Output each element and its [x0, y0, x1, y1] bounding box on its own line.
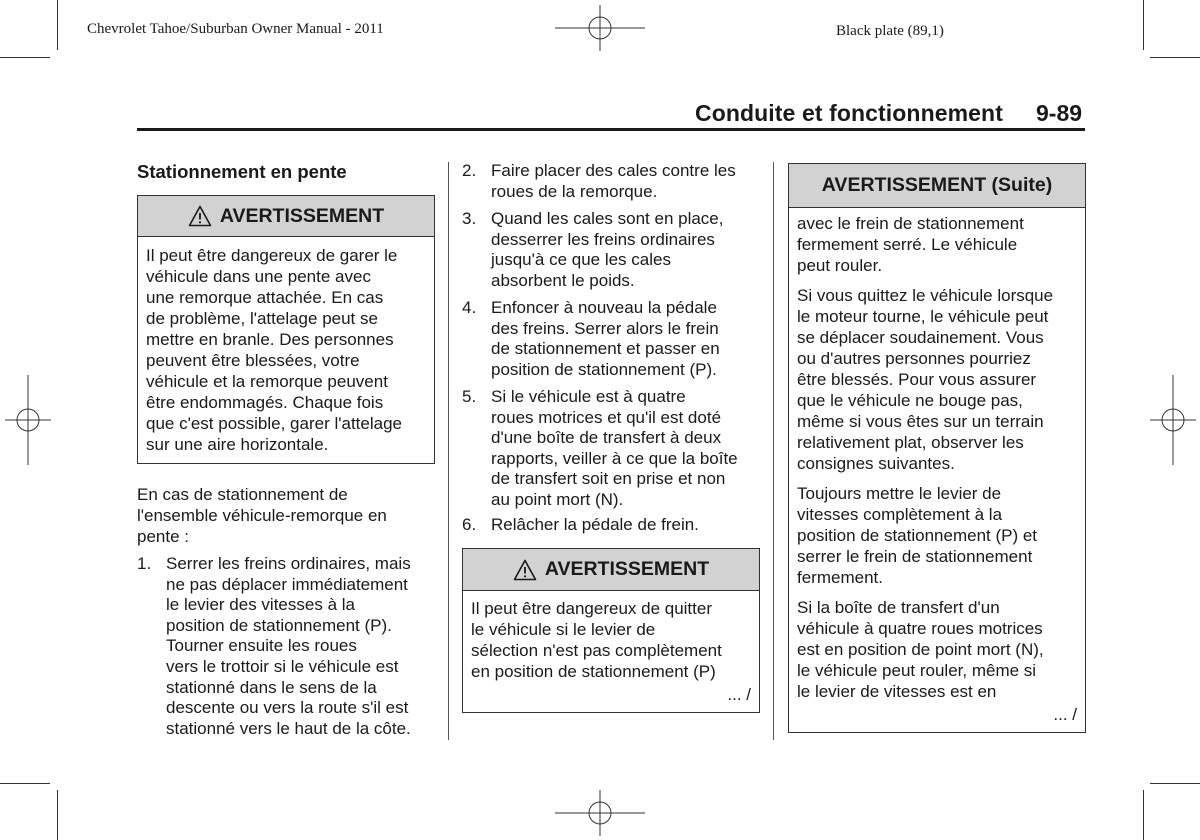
text-line: consignes suivantes. [797, 454, 955, 473]
text-line: véhicule et la remorque peuvent [146, 372, 388, 391]
text-line: vers le trottoir si le véhicule est [166, 656, 399, 676]
warning-box-middle [462, 548, 760, 713]
list-text [491, 209, 771, 291]
text-line: de stationnement et passer en [491, 339, 720, 359]
text-line: de transfert soit en prise et non [491, 469, 726, 489]
list-number: 2. [462, 161, 477, 180]
text-line: desserrer les freins ordinaires [491, 229, 715, 249]
text-line: des freins. Serrer alors le frein [491, 318, 719, 338]
warning-paragraph [797, 213, 1077, 276]
text-line: le levier des vitesses à la [166, 595, 355, 615]
text-line: Enfoncer à nouveau la pédale [491, 298, 717, 317]
text-line: est en position de point mort (N), [797, 640, 1044, 659]
text-line: une remorque attachée. En cas [146, 288, 384, 307]
text-line: Tourner ensuite les roues [166, 636, 357, 656]
list-text [491, 387, 771, 511]
text-line: mettre en branle. Des personnes [146, 330, 394, 349]
warning-header [789, 164, 1085, 208]
text-line: sélection n'est pas complètement [471, 641, 722, 660]
text-line: jusqu'à ce que les cales [491, 250, 671, 270]
text-line: ne pas déplacer immédiatement [166, 574, 408, 594]
text-line: véhicule à quatre roues motrices [797, 619, 1043, 638]
warning-paragraph [797, 285, 1077, 474]
text-line: En cas de stationnement de [137, 485, 348, 504]
warning-text [138, 237, 434, 455]
text-line: Si la boîte de transfert d'un [797, 598, 1000, 617]
text-line: être endommagés. Chaque fois [146, 393, 384, 412]
text-line: Faire placer des cales contre les [491, 161, 736, 180]
text-line: absorbent le poids. [491, 270, 635, 290]
text-line: l'ensemble véhicule-remorque en [137, 505, 387, 525]
text-line: avec le frein de stationnement [797, 214, 1024, 233]
text-line: le levier de vitesses est en [797, 682, 997, 701]
text-line: peuvent être blessées, votre [146, 351, 360, 370]
section-title: Conduite et fonctionnement [695, 100, 1003, 126]
text-line: le véhicule si le levier de [471, 620, 656, 639]
text-line: vitesses complètement à la [797, 505, 1003, 524]
text-line: roues motrices et qu'il est doté [491, 407, 722, 427]
registration-mark-right [1150, 375, 1196, 465]
text-line: que c'est possible, garer l'attelage [146, 414, 402, 433]
text-line: au point mort (N). [491, 489, 624, 509]
warning-header [463, 549, 759, 591]
column-divider-1 [448, 162, 449, 740]
continued-marker: ... / [1053, 705, 1077, 724]
text-line: Si le véhicule est à quatre [491, 387, 686, 406]
registration-mark-top [555, 5, 645, 51]
warning-triangle-icon [513, 559, 537, 581]
warning-text [463, 591, 759, 705]
text-line: véhicule dans une pente avec [146, 267, 371, 286]
text-line: rapports, veiller à ce que la boîte [491, 448, 738, 468]
text-line: Relâcher la pédale de frein. [491, 515, 699, 534]
column-divider-2 [773, 162, 774, 740]
page-number: 9-89 [1036, 100, 1083, 126]
list-number: 3. [462, 209, 477, 228]
warning-paragraph [797, 483, 1077, 588]
text-line: Si vous quittez le véhicule lorsque [797, 286, 1054, 305]
continued-marker: ... / [727, 685, 751, 704]
subsection-heading: Stationnement en pente [137, 161, 347, 182]
text-line: position de stationnement (P). [491, 359, 717, 379]
warning-title: AVERTISSEMENT [544, 558, 710, 580]
text-line: ou d'autres personnes pourriez [797, 349, 1031, 368]
text-line: de problème, l'attelage peut se [146, 309, 378, 328]
text-line: pente : [137, 526, 189, 546]
text-line: stationné vers le haut de la côte. [166, 718, 411, 738]
list-number: 1. [137, 554, 152, 573]
warning-header [138, 196, 434, 237]
intro-paragraph [137, 485, 437, 547]
list-text [491, 161, 771, 202]
list-number: 4. [462, 298, 477, 317]
list-text [166, 554, 446, 739]
text-line: Il peut être dangereux de quitter [471, 599, 712, 618]
text-line: sur une aire horizontale. [146, 435, 329, 454]
warning-title: AVERTISSEMENT [219, 204, 385, 227]
text-line: d'une boîte de transfert à deux [491, 428, 722, 448]
list-text [491, 298, 771, 380]
warning-triangle-icon [188, 205, 212, 227]
plate-label: Black plate (89,1) [836, 23, 944, 39]
text-line: position de stationnement (P) et [797, 526, 1038, 545]
list-number: 6. [462, 515, 477, 534]
text-line: roues de la remorque. [491, 181, 658, 201]
text-line: en position de stationnement (P) [471, 662, 716, 681]
text-line: le véhicule peut rouler, même si [797, 661, 1037, 680]
text-line: Quand les cales sont en place, [491, 209, 724, 228]
text-line: fermement. [797, 568, 883, 587]
text-line: serrer le frein de stationnement [797, 547, 1033, 566]
registration-mark-left [5, 375, 51, 465]
text-line: Serrer les freins ordinaires, mais [166, 554, 411, 573]
text-line: fermement serré. Le véhicule [797, 235, 1018, 254]
warning-box-right [788, 163, 1086, 733]
text-line: peut rouler. [797, 256, 883, 275]
text-line: Il peut être dangereux de garer le [146, 246, 398, 265]
text-line: stationné dans le sens de la [166, 677, 377, 697]
header-rule [137, 128, 1085, 131]
list-text [491, 515, 771, 536]
text-line: même si vous êtes sur un terrain [797, 412, 1044, 431]
list-number: 5. [462, 387, 477, 406]
warning-box-left [137, 195, 435, 464]
text-line: descente ou vers la route s'il est [166, 698, 409, 718]
warning-text [789, 208, 1085, 725]
warning-title: AVERTISSEMENT (Suite) [821, 174, 1053, 196]
warning-paragraph [797, 597, 1077, 702]
text-line: relativement plat, observer les [797, 433, 1024, 452]
text-line: se déplacer soudainement. Vous [797, 328, 1044, 347]
text-line: être blessés. Pour vous assurer [797, 370, 1037, 389]
text-line: que le véhicule ne bouge pas, [797, 391, 1023, 410]
manual-title: Chevrolet Tahoe/Suburban Owner Manual - 2011 [87, 21, 384, 37]
text-line: Toujours mettre le levier de [797, 484, 1002, 503]
text-line: le moteur tourne, le véhicule peut [797, 307, 1049, 326]
text-line: position de stationnement (P). [166, 615, 392, 635]
registration-mark-bottom [555, 790, 645, 836]
